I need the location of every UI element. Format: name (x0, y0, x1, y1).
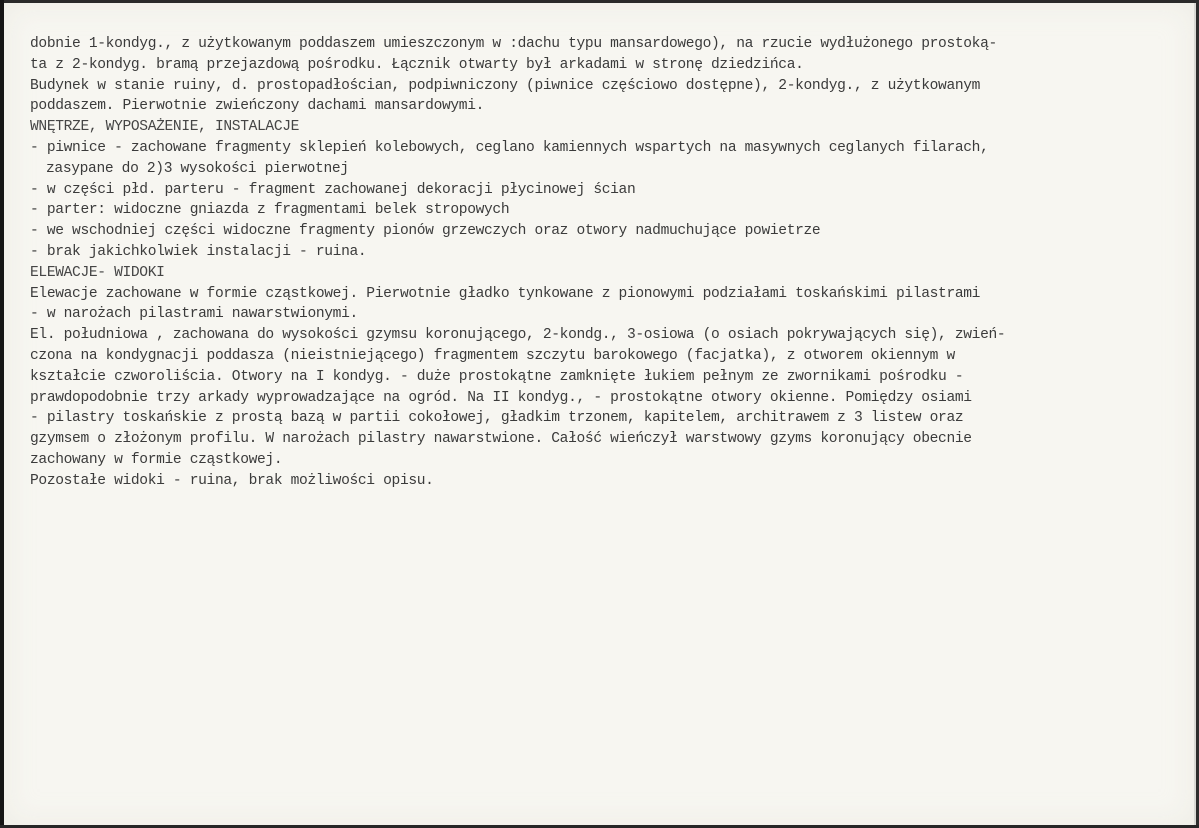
text-line: prawdopodobnie trzy arkady wyprowadzające na ogród. Na II kondyg., - prostokątne otwory okienne. Pomiędzy osiami (30, 389, 972, 406)
text-line: Elewacje zachowane w formie cząstkowej. Pierwotnie gładko tynkowane z pionowymi podziałami toskańskimi pilastrami (30, 285, 981, 302)
typewritten-page (4, 3, 1196, 825)
section-heading-interior: WNĘTRZE, WYPOSAŻENIE, INSTALACJE (30, 119, 300, 136)
bullet-item: - we wschodniej części widoczne fragmenty pionów grzewczych oraz otwory nadmuchujące powietrze (30, 223, 821, 240)
text-line: czona na kondygnacji poddasza (nieistniejącego) fragmentem szczytu barokowego (facjatka), z otworem okiennym w (30, 347, 955, 364)
text-line: El. południowa , zachowana do wysokości gzymsu koronującego, 2-kondg., 3-osiowa (o osiach pokrywających się), zwień- (30, 327, 1006, 344)
text-line: - pilastry toskańskie z prostą bazą w partii cokołowej, gładkim trzonem, kapitelem, architrawem z 3 listew oraz (30, 410, 964, 427)
text-line: Pozostałe widoki - ruina, brak możliwości opisu. (30, 472, 434, 489)
bullet-item: - parter: widoczne gniazda z fragmentami belek stropowych (30, 202, 510, 219)
section-heading-elevations: ELEWACJE- WIDOKI (30, 264, 165, 281)
text-line: - w narożach pilastrami nawarstwionymi. (30, 306, 358, 323)
bullet-item: - w części płd. parteru - fragment zachowanej dekoracji płycinowej ścian (30, 181, 636, 198)
bullet-item-continuation: zasypane do 2)3 wysokości pierwotnej (46, 160, 349, 177)
text-line: kształcie czworoliścia. Otwory na I kondyg. - duże prostokątne zamknięte łukiem pełnym ze zwornikami pośrodku - (30, 368, 964, 385)
text-line: ta z 2-kondyg. bramą przejazdową pośrodku. Łącznik otwarty był arkadami w stronę dziedzińca. (30, 56, 804, 73)
text-line: dobnie 1-kondyg., z użytkowanym poddaszem umieszczonym w :dachu typu mansardowego), na rzucie wydłużonego prostoką- (30, 36, 997, 52)
text-line: gzymsem o złożonym profilu. W narożach pilastry nawarstwione. Całość wieńczył warstwowy gzyms koronujący obecnie (30, 431, 972, 448)
bullet-item: - brak jakichkolwiek instalacji - ruina. (30, 243, 367, 260)
text-line: Budynek w stanie ruiny, d. prostopadłościan, podpiwniczony (piwnice częściowo dostępne), 2-kondyg., z użytkowanym (30, 77, 981, 94)
text-line: zachowany w formie cząstkowej. (30, 451, 283, 468)
bullet-item: - piwnice - zachowane fragmenty sklepień kolebowych, ceglano kamiennych wspartych na masywnych ceglanych filarach, (30, 139, 989, 156)
text-line: poddaszem. Pierwotnie zwieńczony dachami mansardowymi. (30, 98, 485, 115)
typewritten-text (30, 34, 1170, 492)
